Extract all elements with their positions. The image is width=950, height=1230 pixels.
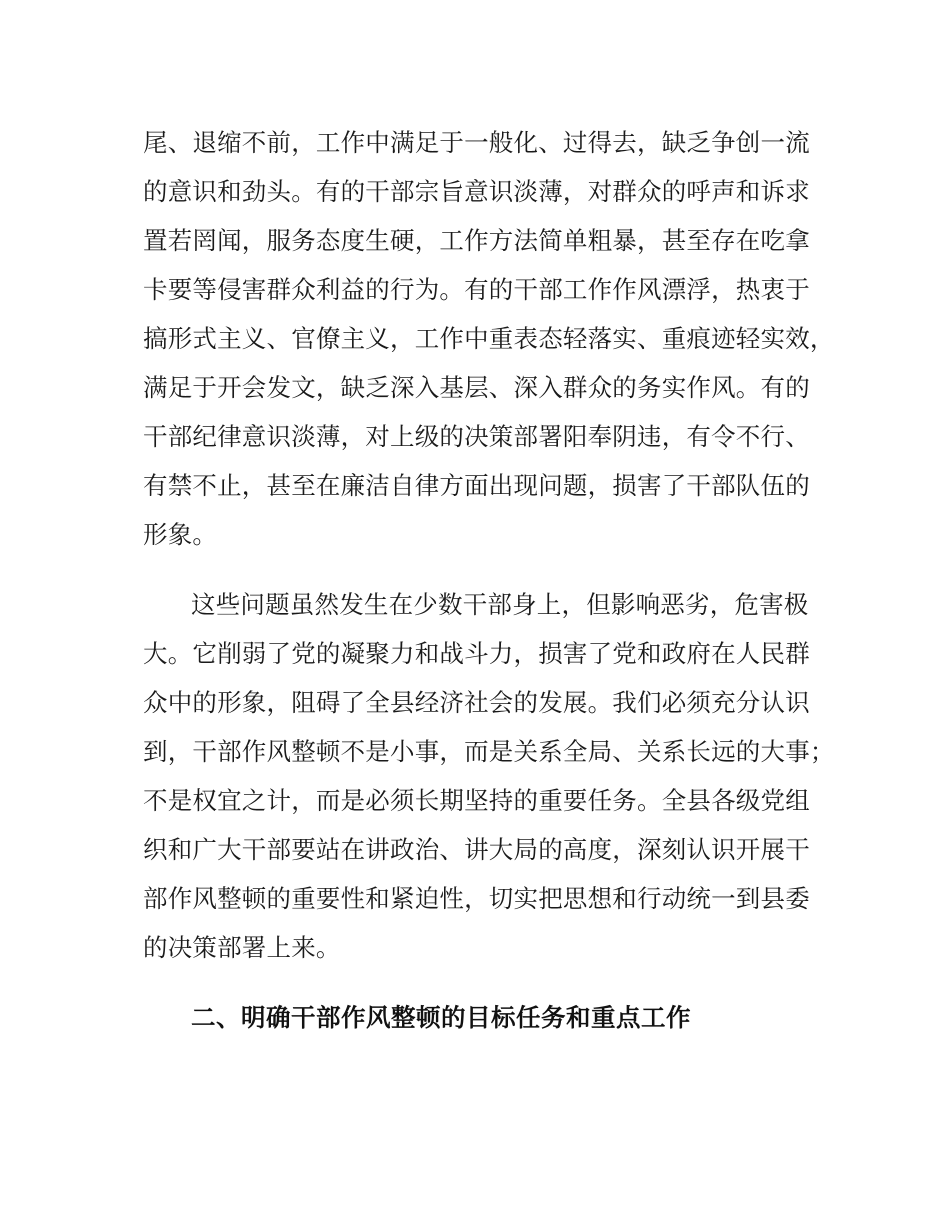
paragraph-line: 织和广大干部要站在讲政治、讲大局的高度，深刻认识开展干 [143,835,810,864]
paragraph-line: 有禁不止，甚至在廉洁自律方面出现问题，损害了干部队伍的 [143,471,810,500]
paragraph-line: 部作风整顿的重要性和紧迫性，切实把思想和行动统一到县委 [143,884,810,913]
paragraph-line: 到，干部作风整顿不是小事，而是关系全局、关系长远的大事； [143,737,835,766]
paragraph-line: 置若罔闻，服务态度生硬，工作方法简单粗暴，甚至存在吃拿 [143,226,810,255]
paragraph-line: 尾、退缩不前，工作中满足于一般化、过得去，缺乏争创一流 [143,128,810,157]
paragraph-line: 形象。 [143,520,218,549]
paragraph-line: 不是权宜之计，而是必须长期坚持的重要任务。全县各级党组 [143,786,810,815]
paragraph-line: 大。它削弱了党的凝聚力和战斗力，损害了党和政府在人民群 [143,639,810,668]
paragraph-line: 的决策部署上来。 [143,933,341,962]
paragraph-line: 这些问题虽然发生在少数干部身上，但影响恶劣，危害极 [191,590,809,619]
paragraph-line: 干部纪律意识淡薄，对上级的决策部署阳奉阴违，有令不行、 [143,422,810,451]
paragraph-line: 搞形式主义、官僚主义，工作中重表态轻落实、重痕迹轻实效， [143,324,835,353]
paragraph-line: 的意识和劲头。有的干部宗旨意识淡薄，对群众的呼声和诉求 [143,177,810,206]
paragraph-line: 卡要等侵害群众利益的行为。有的干部工作作风漂浮，热衷于 [143,275,810,304]
section-heading: 二、明确干部作风整顿的目标任务和重点工作 [191,1003,691,1032]
paragraph-line: 满足于开会发文，缺乏深入基层、深入群众的务实作风。有的 [143,373,810,402]
paragraph-line: 众中的形象，阻碍了全县经济社会的发展。我们必须充分认识 [143,688,810,717]
